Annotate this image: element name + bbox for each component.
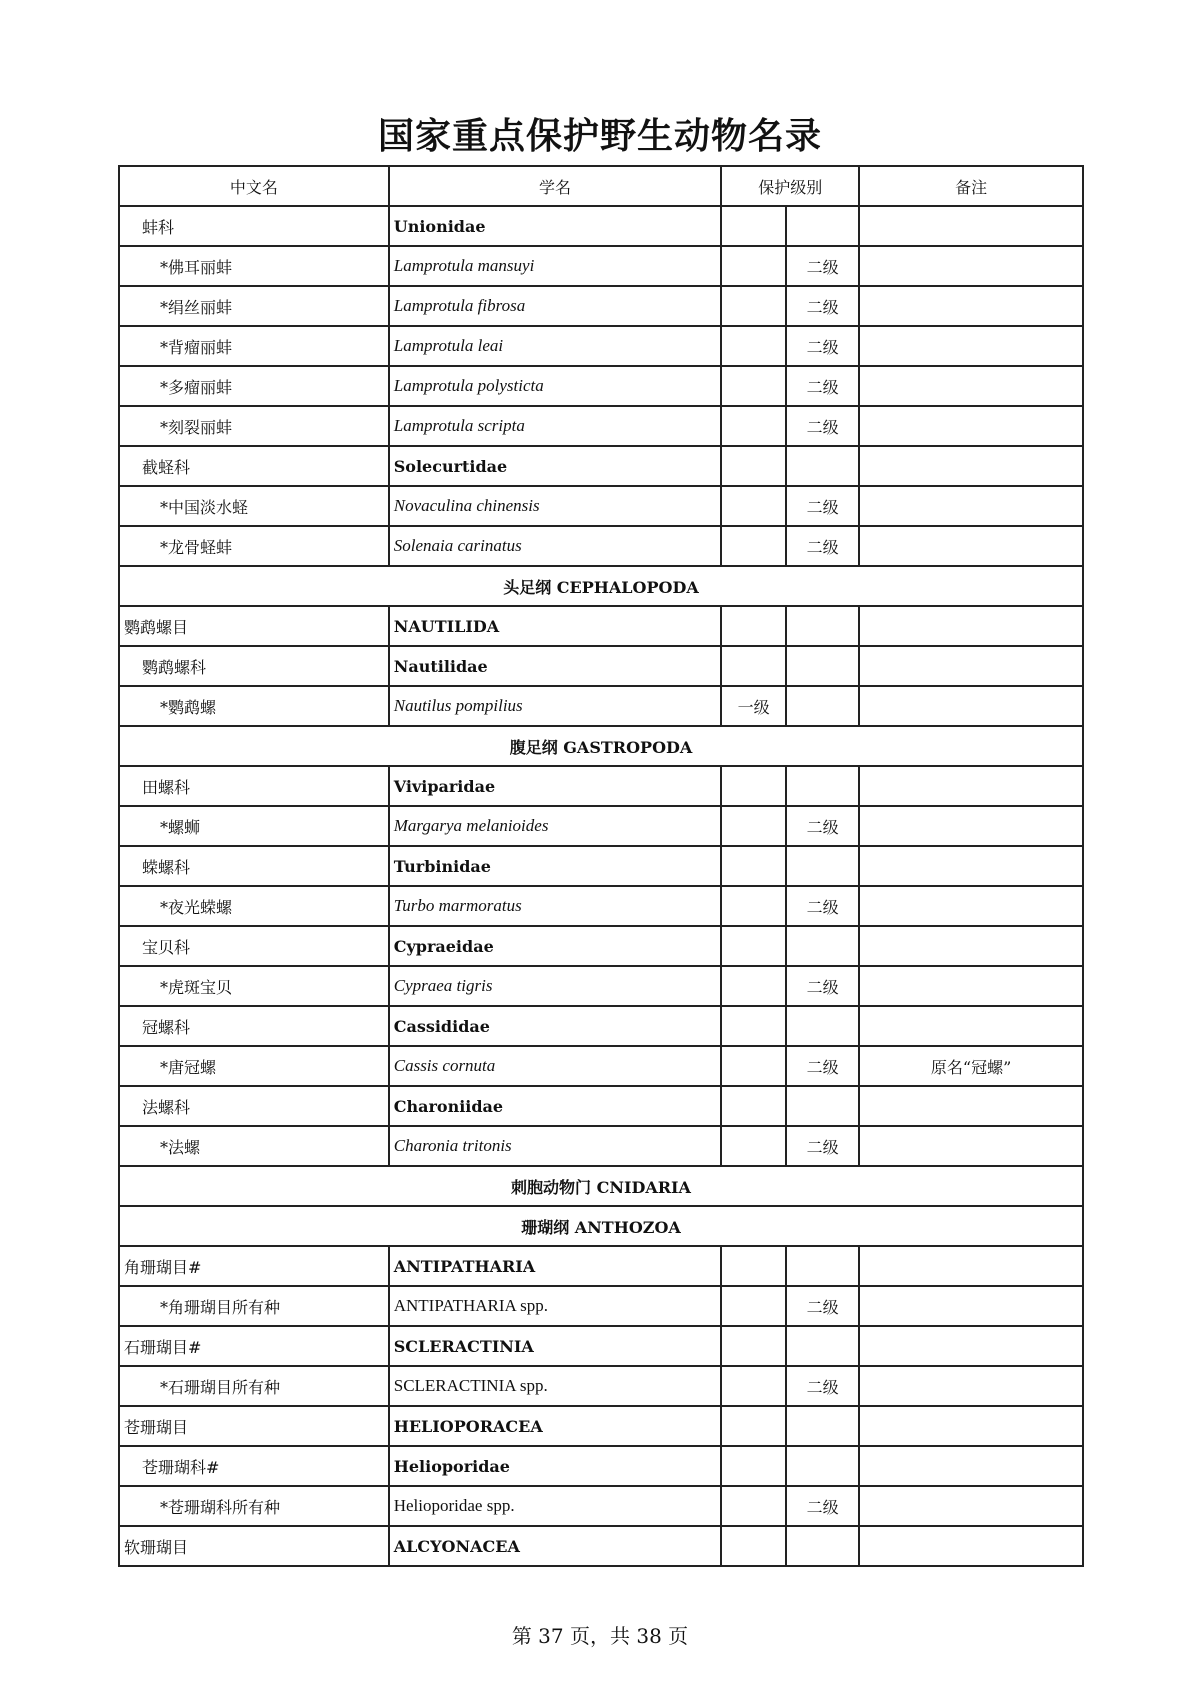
table-row — [119, 446, 1083, 486]
table-row — [119, 1006, 1083, 1046]
level-one-cell — [721, 366, 786, 406]
level-two-cell — [786, 846, 859, 886]
level-two-cell — [786, 1006, 859, 1046]
table-row — [119, 766, 1083, 806]
scientific-name-cell: Turbinidae — [389, 846, 721, 886]
page-title: 国家重点保护野生动物名录 — [377, 115, 822, 157]
table-row — [119, 526, 1083, 566]
table-row — [119, 486, 1083, 526]
remarks-cell — [859, 1326, 1083, 1366]
table-row — [119, 1286, 1083, 1326]
table-row — [119, 966, 1083, 1006]
section-heading: 头足纲 CEPHALOPODA — [119, 566, 1083, 606]
species-table — [118, 165, 1084, 1567]
remarks-cell — [859, 446, 1083, 486]
remarks-cell — [859, 766, 1083, 806]
remarks-cell — [859, 886, 1083, 926]
level-two-cell: 二级 — [786, 366, 859, 406]
scientific-name-cell: ALCYONACEA — [389, 1526, 721, 1566]
remarks-cell — [859, 1086, 1083, 1126]
remarks-cell — [859, 206, 1083, 246]
chinese-name-cell: 角珊瑚目# — [119, 1246, 389, 1286]
remarks-cell — [859, 1366, 1083, 1406]
scientific-name-cell: Cypraea tigris — [389, 966, 721, 1006]
level-one-cell — [721, 1286, 786, 1326]
level-two-cell — [786, 646, 859, 686]
scientific-name-cell: Charoniidae — [389, 1086, 721, 1126]
level-one-cell — [721, 446, 786, 486]
level-one-cell — [721, 886, 786, 926]
table-row — [119, 206, 1083, 246]
chinese-name-cell: *刻裂丽蚌 — [119, 406, 389, 446]
remarks-cell — [859, 1126, 1083, 1166]
table-row — [119, 1406, 1083, 1446]
chinese-name-cell: 石珊瑚目# — [119, 1326, 389, 1366]
section-heading: 珊瑚纲 ANTHOZOA — [119, 1206, 1083, 1246]
chinese-name-cell: 宝贝科 — [119, 926, 389, 966]
level-one-cell — [721, 406, 786, 446]
remarks-cell — [859, 966, 1083, 1006]
level-two-cell: 二级 — [786, 806, 859, 846]
remarks-cell: 原名“冠螺” — [859, 1046, 1083, 1086]
level-two-cell: 二级 — [786, 966, 859, 1006]
scientific-name-cell: Cypraeidae — [389, 926, 721, 966]
chinese-name-cell: 田螺科 — [119, 766, 389, 806]
remarks-cell — [859, 1446, 1083, 1486]
scientific-name-cell: SCLERACTINIA spp. — [389, 1366, 721, 1406]
scientific-name-cell: Lamprotula mansuyi — [389, 246, 721, 286]
remarks-cell — [859, 1286, 1083, 1326]
level-one-cell — [721, 926, 786, 966]
scientific-name-cell: Cassididae — [389, 1006, 721, 1046]
taxon-section-row — [119, 1206, 1083, 1246]
level-two-cell — [786, 926, 859, 966]
level-one-cell — [721, 766, 786, 806]
chinese-name-cell: *佛耳丽蚌 — [119, 246, 389, 286]
level-one-cell — [721, 1086, 786, 1126]
chinese-name-cell: *多瘤丽蚌 — [119, 366, 389, 406]
chinese-name-cell: 鹦鹉螺科 — [119, 646, 389, 686]
remarks-cell — [859, 1526, 1083, 1566]
table-row — [119, 406, 1083, 446]
level-one-cell — [721, 286, 786, 326]
table-row — [119, 1086, 1083, 1126]
chinese-name-cell: *苍珊瑚科所有种 — [119, 1486, 389, 1526]
level-one-cell — [721, 846, 786, 886]
level-one-cell — [721, 246, 786, 286]
scientific-name-cell: NAUTILIDA — [389, 606, 721, 646]
level-one-cell — [721, 1486, 786, 1526]
level-one-cell — [721, 1406, 786, 1446]
chinese-name-cell: 蝾螺科 — [119, 846, 389, 886]
level-one-cell — [721, 606, 786, 646]
scientific-name-cell: SCLERACTINIA — [389, 1326, 721, 1366]
level-two-cell — [786, 766, 859, 806]
chinese-name-cell: 软珊瑚目 — [119, 1526, 389, 1566]
level-two-cell: 二级 — [786, 406, 859, 446]
chinese-name-cell: 鹦鹉螺目 — [119, 606, 389, 646]
scientific-name-cell: Lamprotula polysticta — [389, 366, 721, 406]
level-one-cell — [721, 1326, 786, 1366]
scientific-name-cell: Lamprotula fibrosa — [389, 286, 721, 326]
level-one-cell — [721, 646, 786, 686]
level-two-cell — [786, 1446, 859, 1486]
chinese-name-cell: *虎斑宝贝 — [119, 966, 389, 1006]
page-number: 第 37 页，共 38 页 — [511, 1624, 689, 1648]
level-two-cell: 二级 — [786, 286, 859, 326]
table-row — [119, 286, 1083, 326]
level-two-cell — [786, 1406, 859, 1446]
section-heading: 腹足纲 GASTROPODA — [119, 726, 1083, 766]
scientific-name-cell: Cassis cornuta — [389, 1046, 721, 1086]
scientific-name-cell: Nautilus pompilius — [389, 686, 721, 726]
level-one-cell — [721, 1446, 786, 1486]
table-row — [119, 246, 1083, 286]
chinese-name-cell: 截蛏科 — [119, 446, 389, 486]
level-two-cell: 二级 — [786, 526, 859, 566]
level-two-cell: 二级 — [786, 886, 859, 926]
remarks-cell — [859, 606, 1083, 646]
scientific-name-cell: ANTIPATHARIA spp. — [389, 1286, 721, 1326]
remarks-cell — [859, 366, 1083, 406]
remarks-cell — [859, 286, 1083, 326]
level-one-cell — [721, 326, 786, 366]
section-heading: 刺胞动物门 CNIDARIA — [119, 1166, 1083, 1206]
chinese-name-cell: *背瘤丽蚌 — [119, 326, 389, 366]
scientific-name-cell: Lamprotula scripta — [389, 406, 721, 446]
scientific-name-cell: Solecurtidae — [389, 446, 721, 486]
level-two-cell: 二级 — [786, 1486, 859, 1526]
level-one-cell — [721, 526, 786, 566]
table-row — [119, 1126, 1083, 1166]
table-row — [119, 926, 1083, 966]
chinese-name-cell: 蚌科 — [119, 206, 389, 246]
level-two-cell: 二级 — [786, 1286, 859, 1326]
level-one-cell: 一级 — [721, 686, 786, 726]
level-two-cell: 二级 — [786, 326, 859, 366]
remarks-cell — [859, 1486, 1083, 1526]
remarks-cell — [859, 1246, 1083, 1286]
level-one-cell — [721, 1526, 786, 1566]
remarks-cell — [859, 246, 1083, 286]
scientific-name-cell: Helioporidae — [389, 1446, 721, 1486]
level-one-cell — [721, 1046, 786, 1086]
level-one-cell — [721, 206, 786, 246]
chinese-name-cell: 法螺科 — [119, 1086, 389, 1126]
level-one-cell — [721, 1126, 786, 1166]
level-two-cell: 二级 — [786, 486, 859, 526]
chinese-name-cell: *绢丝丽蚌 — [119, 286, 389, 326]
scientific-name-cell: Viviparidae — [389, 766, 721, 806]
level-one-cell — [721, 486, 786, 526]
table-row — [119, 606, 1083, 646]
level-two-cell: 二级 — [786, 1366, 859, 1406]
table-row — [119, 846, 1083, 886]
remarks-cell — [859, 1006, 1083, 1046]
level-two-cell — [786, 1326, 859, 1366]
remarks-cell — [859, 406, 1083, 446]
level-two-cell — [786, 686, 859, 726]
scientific-name-cell: Lamprotula leai — [389, 326, 721, 366]
level-two-cell — [786, 1086, 859, 1126]
level-one-cell — [721, 966, 786, 1006]
table-row — [119, 1366, 1083, 1406]
level-one-cell — [721, 1006, 786, 1046]
scientific-name-cell: Turbo marmoratus — [389, 886, 721, 926]
scientific-name-cell: HELIOPORACEA — [389, 1406, 721, 1446]
table-row — [119, 1526, 1083, 1566]
table-row — [119, 686, 1083, 726]
scientific-name-cell: Charonia tritonis — [389, 1126, 721, 1166]
level-two-cell: 二级 — [786, 1046, 859, 1086]
header-protection-level: 保护级别 — [721, 166, 859, 206]
scientific-name-cell: Nautilidae — [389, 646, 721, 686]
chinese-name-cell: 苍珊瑚目 — [119, 1406, 389, 1446]
remarks-cell — [859, 846, 1083, 886]
level-two-cell — [786, 206, 859, 246]
header-scientific-name: 学名 — [389, 166, 721, 206]
level-two-cell: 二级 — [786, 1126, 859, 1166]
chinese-name-cell: *夜光蝾螺 — [119, 886, 389, 926]
table-header-row — [119, 166, 1083, 206]
level-two-cell — [786, 1526, 859, 1566]
level-one-cell — [721, 1246, 786, 1286]
header-chinese-name: 中文名 — [119, 166, 389, 206]
chinese-name-cell: *鹦鹉螺 — [119, 686, 389, 726]
table-row — [119, 326, 1083, 366]
header-remarks: 备注 — [859, 166, 1083, 206]
taxon-section-row — [119, 566, 1083, 606]
remarks-cell — [859, 326, 1083, 366]
chinese-name-cell: *法螺 — [119, 1126, 389, 1166]
scientific-name-cell: Solenaia carinatus — [389, 526, 721, 566]
taxon-section-row — [119, 1166, 1083, 1206]
chinese-name-cell: *角珊瑚目所有种 — [119, 1286, 389, 1326]
level-two-cell — [786, 606, 859, 646]
remarks-cell — [859, 806, 1083, 846]
level-one-cell — [721, 806, 786, 846]
table-row — [119, 806, 1083, 846]
remarks-cell — [859, 526, 1083, 566]
chinese-name-cell: *螺蛳 — [119, 806, 389, 846]
chinese-name-cell: *石珊瑚目所有种 — [119, 1366, 389, 1406]
table-row — [119, 1326, 1083, 1366]
chinese-name-cell: *中国淡水蛏 — [119, 486, 389, 526]
level-two-cell: 二级 — [786, 246, 859, 286]
table-row — [119, 886, 1083, 926]
remarks-cell — [859, 686, 1083, 726]
remarks-cell — [859, 926, 1083, 966]
scientific-name-cell: Margarya melanioides — [389, 806, 721, 846]
remarks-cell — [859, 1406, 1083, 1446]
table-row — [119, 366, 1083, 406]
scientific-name-cell: ANTIPATHARIA — [389, 1246, 721, 1286]
table-row — [119, 1486, 1083, 1526]
table-row — [119, 646, 1083, 686]
taxon-section-row — [119, 726, 1083, 766]
table-row — [119, 1246, 1083, 1286]
table-row — [119, 1046, 1083, 1086]
level-one-cell — [721, 1366, 786, 1406]
chinese-name-cell: *唐冠螺 — [119, 1046, 389, 1086]
table-row — [119, 1446, 1083, 1486]
scientific-name-cell: Unionidae — [389, 206, 721, 246]
scientific-name-cell: Helioporidae spp. — [389, 1486, 721, 1526]
chinese-name-cell: 苍珊瑚科# — [119, 1446, 389, 1486]
chinese-name-cell: *龙骨蛏蚌 — [119, 526, 389, 566]
level-two-cell — [786, 446, 859, 486]
chinese-name-cell: 冠螺科 — [119, 1006, 389, 1046]
remarks-cell — [859, 486, 1083, 526]
scientific-name-cell: Novaculina chinensis — [389, 486, 721, 526]
level-two-cell — [786, 1246, 859, 1286]
remarks-cell — [859, 646, 1083, 686]
